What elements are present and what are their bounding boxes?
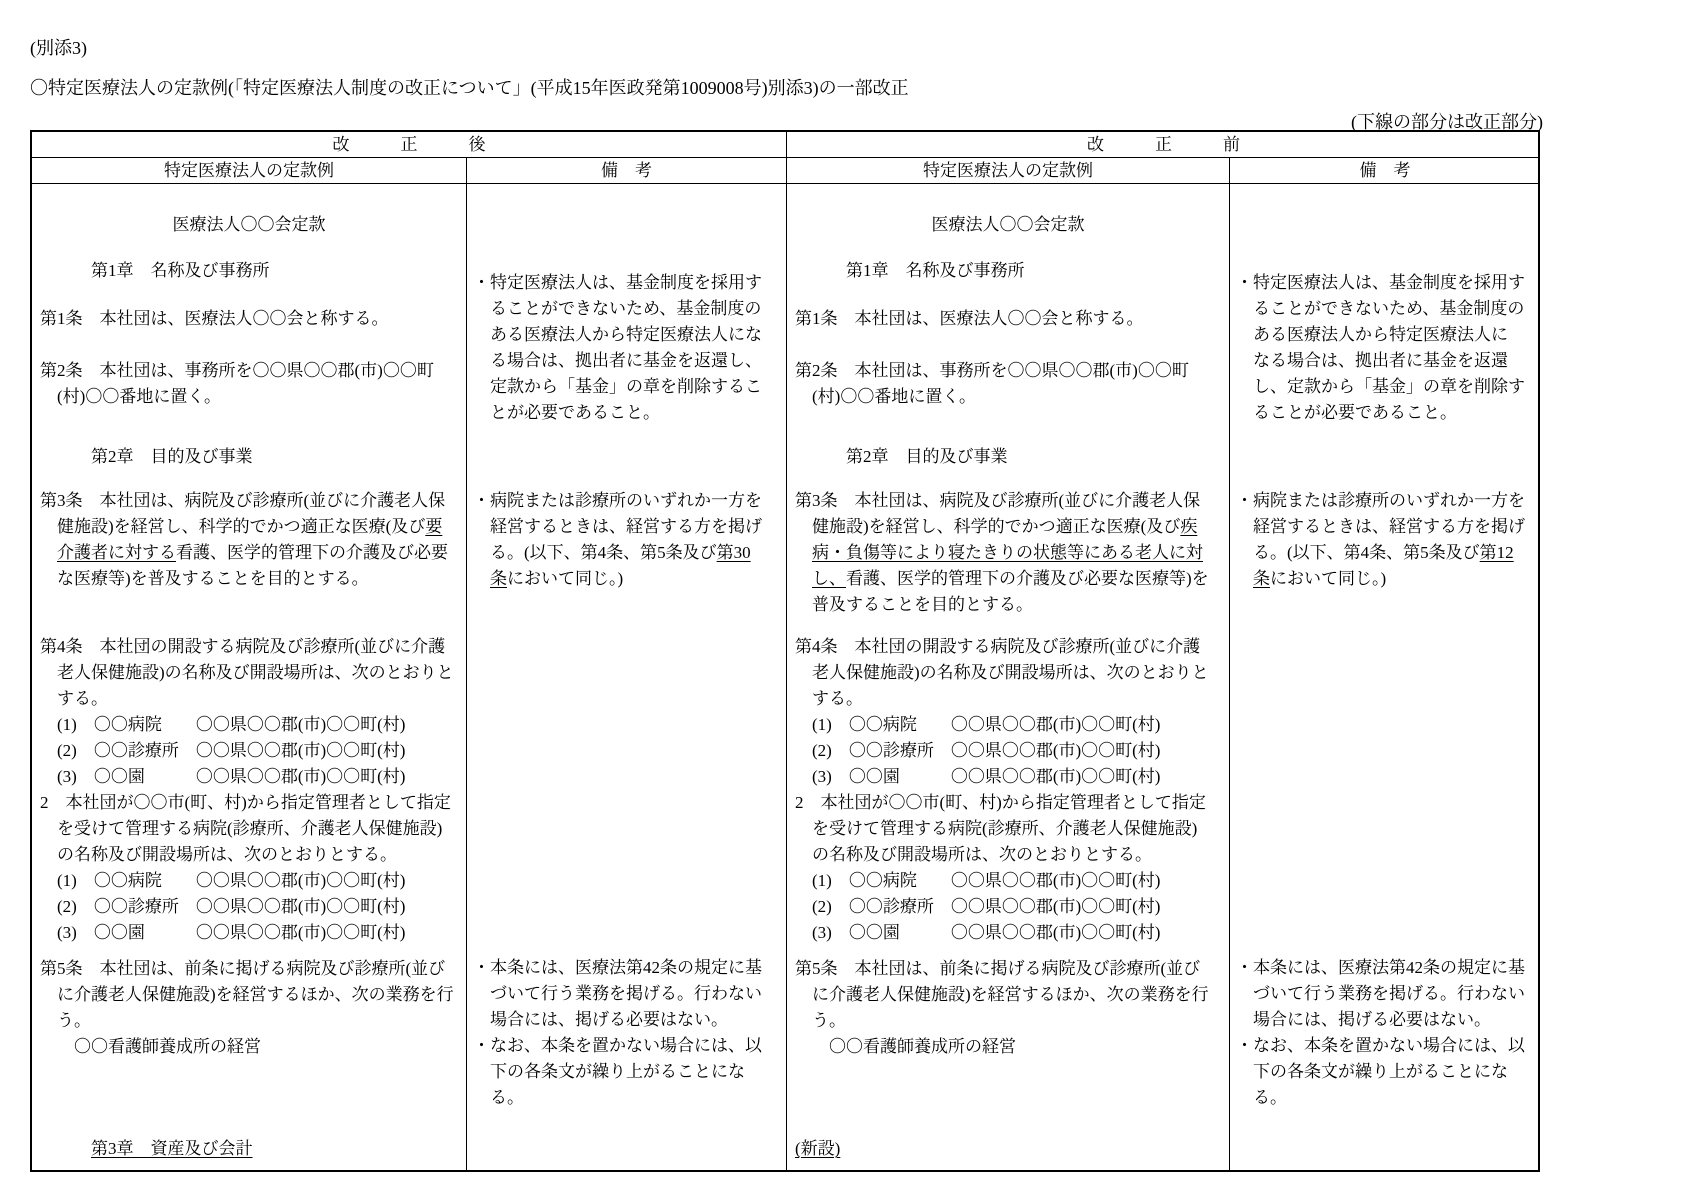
text-segment: ・特定医療法人は、基金制度を採用す [473, 273, 762, 292]
text-line [40, 738, 464, 764]
revised-underlined-text: し、 [812, 569, 846, 588]
text-segment: に介護老人保健施設)を経営するほか、次の業務を行 [812, 985, 1209, 1004]
before-articles-cell [787, 184, 1230, 1170]
text-segment: (2) 〇〇診療所 〇〇県〇〇郡(市)〇〇町(村) [57, 741, 406, 760]
text-segment: の名称及び開設場所は、次のとおりとする。 [812, 845, 1152, 864]
text-line [795, 660, 1227, 686]
text-line [473, 322, 784, 348]
text-segment: る。 [490, 1088, 524, 1107]
text-segment: ・病院または診療所のいずれか一方を [1236, 491, 1525, 510]
text-line [795, 540, 1227, 566]
text-line [795, 444, 1227, 470]
paragraph [473, 955, 784, 1111]
text-segment: 医療法人〇〇会定款 [931, 215, 1085, 234]
text-segment: 〇〇看護師養成所の経営 [829, 1037, 1016, 1056]
text-line [40, 1034, 464, 1060]
comparison-table [30, 130, 1540, 1172]
text-segment: 看護、医学的管理下の介護及び必要 [176, 543, 448, 562]
text-line [473, 1059, 784, 1085]
text-segment: ・本条には、医療法第42条の規定に基 [1236, 958, 1525, 977]
text-line [795, 1136, 1227, 1162]
text-segment: ・なお、本条を置かない場合には、以 [1236, 1036, 1525, 1055]
text-segment: なる場合は、拠出者に基金を返還 [1253, 351, 1508, 370]
text-line [40, 660, 464, 686]
paragraph [40, 258, 464, 284]
text-segment: 第1章 名称及び事務所 [846, 261, 1025, 280]
text-line [795, 514, 1227, 540]
paragraph [787, 212, 1229, 238]
text-segment: づいて行う業務を掲げる。行わない [1253, 984, 1525, 1003]
revised-underlined-text: 病・負傷等により寝たきりの状態等にある老人に対 [812, 543, 1203, 562]
after-revision-header: 改 正 後 [32, 132, 787, 158]
text-line [795, 868, 1227, 894]
paragraph [40, 956, 464, 1060]
paragraph [795, 488, 1227, 618]
text-segment: (3) 〇〇園 〇〇県〇〇郡(市)〇〇町(村) [812, 923, 1161, 942]
text-segment: 第2章 目的及び事業 [846, 447, 1008, 466]
text-segment: ある医療法人から特定医療法人に [1253, 325, 1508, 344]
text-segment: る場合は、拠出者に基金を返還し、 [490, 351, 762, 370]
underline-legend: (下線の部分は改正部分) [1351, 112, 1543, 132]
text-segment: 第5条 本社団は、前条に掲げる病院及び診療所(並び [40, 959, 446, 978]
text-line [795, 1034, 1227, 1060]
text-line [1236, 981, 1538, 1007]
text-line [40, 868, 464, 894]
text-line [473, 488, 784, 514]
text-segment: 定款から「基金」の章を削除するこ [490, 377, 762, 396]
text-segment: において同じ。) [507, 569, 624, 588]
text-segment: 下の各条文が繰り上がることにな [1253, 1062, 1508, 1081]
text-line [1236, 540, 1538, 566]
text-line [473, 1033, 784, 1059]
text-line [795, 306, 1227, 332]
text-line [40, 358, 464, 384]
text-segment: る。(以下、第4条、第5条及び [490, 543, 717, 562]
text-segment: 健施設)を経営し、科学的でかつ適正な医療(及び [57, 517, 426, 536]
text-line [1236, 374, 1538, 400]
text-line [473, 981, 784, 1007]
paragraph [40, 488, 464, 592]
text-segment: 場合には、掲げる必要はない。 [1253, 1010, 1491, 1029]
text-line [795, 842, 1227, 868]
text-segment: ・なお、本条を置かない場合には、以 [473, 1036, 762, 1055]
text-segment: (1) 〇〇病院 〇〇県〇〇郡(市)〇〇町(村) [812, 871, 1161, 890]
after-articles-column-header: 特定医療法人の定款例 [32, 158, 467, 184]
text-segment: 下の各条文が繰り上がることにな [490, 1062, 745, 1081]
text-line [473, 540, 784, 566]
text-line [1236, 348, 1538, 374]
text-line [40, 712, 464, 738]
paragraph [40, 306, 464, 332]
text-segment: 2 本社団が〇〇市(町、村)から指定管理者として指定 [40, 793, 451, 812]
paragraph [1236, 955, 1538, 1111]
paragraph [1236, 270, 1538, 426]
revised-underlined-text: 第30 [716, 543, 751, 562]
paragraph [795, 956, 1227, 1060]
text-segment: 医療法人〇〇会定款 [172, 215, 326, 234]
text-segment: る。(以下、第4条、第5条及び [1253, 543, 1480, 562]
text-line [1236, 514, 1538, 540]
revised-underlined-text: (新設) [795, 1139, 841, 1158]
revised-underlined-text: 第12 [1479, 543, 1514, 562]
text-segment: 第1章 名称及び事務所 [91, 261, 270, 280]
text-line [795, 712, 1227, 738]
text-line [40, 686, 464, 712]
text-segment: ることができないため、基金制度の [1253, 299, 1525, 318]
revised-underlined-text: 介護者に対する [57, 543, 176, 562]
text-line [1236, 566, 1538, 592]
text-line [40, 956, 464, 982]
text-segment: う。 [812, 1011, 846, 1030]
text-line [1236, 1059, 1538, 1085]
text-line [1236, 955, 1538, 981]
text-segment: において同じ。) [1270, 569, 1387, 588]
paragraph [795, 634, 1227, 946]
text-segment: う。 [57, 1011, 91, 1030]
text-line [32, 212, 466, 238]
text-line [40, 540, 464, 566]
text-line [473, 1085, 784, 1111]
paragraph [40, 444, 464, 470]
text-line [40, 444, 464, 470]
text-line [795, 982, 1227, 1008]
text-line [473, 1007, 784, 1033]
text-line [1236, 1033, 1538, 1059]
text-segment: (3) 〇〇園 〇〇県〇〇郡(市)〇〇町(村) [57, 923, 406, 942]
text-segment: を受けて管理する病院(診療所、介護老人保健施設) [57, 819, 443, 838]
text-segment: (3) 〇〇園 〇〇県〇〇郡(市)〇〇町(村) [812, 767, 1161, 786]
text-segment: (3) 〇〇園 〇〇県〇〇郡(市)〇〇町(村) [57, 767, 406, 786]
text-segment: 第2章 目的及び事業 [91, 447, 253, 466]
revised-underlined-text: 要 [425, 517, 443, 536]
text-segment: ・特定医療法人は、基金制度を採用す [1236, 273, 1525, 292]
text-segment: 場合には、掲げる必要はない。 [490, 1010, 728, 1029]
text-line [473, 400, 784, 426]
text-line [795, 920, 1227, 946]
text-segment: する。 [57, 689, 108, 708]
text-line [473, 514, 784, 540]
text-line [40, 488, 464, 514]
after-remarks-cell [467, 184, 787, 1170]
text-segment: 老人保健施設)の名称及び開設場所は、次のとおりと [812, 663, 1209, 682]
text-segment: 看護、医学的管理下の介護及び必要な医療等)を [846, 569, 1209, 588]
text-segment: を受けて管理する病院(診療所、介護老人保健施設) [812, 819, 1198, 838]
paragraph [795, 306, 1227, 332]
text-line [1236, 270, 1538, 296]
text-segment: (2) 〇〇診療所 〇〇県〇〇郡(市)〇〇町(村) [57, 897, 406, 916]
text-line [795, 592, 1227, 618]
paragraph [1236, 488, 1538, 592]
text-segment: 2 本社団が〇〇市(町、村)から指定管理者として指定 [795, 793, 1206, 812]
before-revision-header: 改 正 前 [787, 132, 1540, 158]
text-line [40, 790, 464, 816]
revised-underlined-text: 疾 [1180, 517, 1198, 536]
text-line [473, 296, 784, 322]
text-segment: とが必要であること。 [490, 403, 660, 422]
text-segment: 健施設)を経営し、科学的でかつ適正な医療(及び [812, 517, 1181, 536]
paragraph [40, 634, 464, 946]
before-articles-column-header: 特定医療法人の定款例 [787, 158, 1230, 184]
text-segment: 第4条 本社団の開設する病院及び診療所(並びに介護 [795, 637, 1201, 656]
text-segment: 老人保健施設)の名称及び開設場所は、次のとおりと [57, 663, 454, 682]
after-articles-cell [32, 184, 467, 1170]
paragraph [473, 270, 784, 426]
text-line [40, 764, 464, 790]
text-segment: 第1条 本社団は、医療法人〇〇会と称する。 [40, 309, 389, 328]
text-segment: ることが必要であること。 [1253, 403, 1457, 422]
paragraph [40, 1136, 464, 1162]
text-segment: (2) 〇〇診療所 〇〇県〇〇郡(市)〇〇町(村) [812, 741, 1161, 760]
text-segment: (1) 〇〇病院 〇〇県〇〇郡(市)〇〇町(村) [57, 715, 406, 734]
text-segment: づいて行う業務を掲げる。行わない [490, 984, 762, 1003]
text-segment: 第1条 本社団は、医療法人〇〇会と称する。 [795, 309, 1144, 328]
text-segment: (1) 〇〇病院 〇〇県〇〇郡(市)〇〇町(村) [812, 715, 1161, 734]
paragraph [795, 258, 1227, 284]
text-segment: ある医療法人から特定医療法人にな [490, 325, 762, 344]
revised-underlined-text: 第3章 資産及び会計 [91, 1139, 253, 1158]
text-line [787, 212, 1229, 238]
text-line [795, 1008, 1227, 1034]
paragraph [32, 212, 466, 238]
paragraph [473, 488, 784, 592]
text-line [40, 1136, 464, 1162]
text-line [1236, 488, 1538, 514]
text-segment: 第3条 本社団は、病院及び診療所(並びに介護老人保 [795, 491, 1201, 510]
text-line [795, 488, 1227, 514]
text-segment: な医療等)を普及することを目的とする。 [57, 569, 369, 588]
text-line [1236, 296, 1538, 322]
text-segment: (1) 〇〇病院 〇〇県〇〇郡(市)〇〇町(村) [57, 871, 406, 890]
text-segment: (2) 〇〇診療所 〇〇県〇〇郡(市)〇〇町(村) [812, 897, 1161, 916]
text-line [473, 348, 784, 374]
text-line [795, 764, 1227, 790]
text-segment: 第2条 本社団は、事務所を〇〇県〇〇郡(市)〇〇町 [40, 361, 434, 380]
text-line [795, 384, 1227, 410]
text-line [795, 358, 1227, 384]
attachment-label: (別添3) [30, 38, 87, 58]
paragraph [795, 1136, 1227, 1162]
text-line [473, 566, 784, 592]
text-line [40, 306, 464, 332]
text-segment: 普及することを目的とする。 [812, 595, 1033, 614]
text-segment: 経営するときは、経営する方を掲げ [1253, 517, 1525, 536]
text-line [40, 894, 464, 920]
after-remarks-column-header: 備 考 [467, 158, 787, 184]
text-line [473, 270, 784, 296]
text-line [40, 816, 464, 842]
before-remarks-column-header: 備 考 [1230, 158, 1540, 184]
text-line [795, 258, 1227, 284]
text-line [795, 816, 1227, 842]
text-line [795, 634, 1227, 660]
text-segment: 第5条 本社団は、前条に掲げる病院及び診療所(並び [795, 959, 1201, 978]
text-segment: 経営するときは、経営する方を掲げ [490, 517, 762, 536]
text-line [40, 514, 464, 540]
text-line [795, 738, 1227, 764]
text-line [40, 634, 464, 660]
text-line [795, 956, 1227, 982]
text-line [795, 566, 1227, 592]
paragraph [40, 358, 464, 410]
text-line [40, 1008, 464, 1034]
text-segment: する。 [812, 689, 863, 708]
text-segment: ・病院または診療所のいずれか一方を [473, 491, 762, 510]
text-line [473, 955, 784, 981]
paragraph [795, 358, 1227, 410]
text-segment: る。 [1253, 1088, 1287, 1107]
text-segment: 第2条 本社団は、事務所を〇〇県〇〇郡(市)〇〇町 [795, 361, 1189, 380]
text-line [795, 686, 1227, 712]
text-segment: (村)〇〇番地に置く。 [57, 387, 221, 406]
text-line [473, 374, 784, 400]
text-line [40, 982, 464, 1008]
text-line [40, 842, 464, 868]
text-line [1236, 400, 1538, 426]
text-segment: に介護老人保健施設)を経営するほか、次の業務を行 [57, 985, 454, 1004]
text-line [40, 920, 464, 946]
text-line [40, 258, 464, 284]
text-line [795, 894, 1227, 920]
text-segment: 〇〇看護師養成所の経営 [74, 1037, 261, 1056]
text-segment: 第4条 本社団の開設する病院及び診療所(並びに介護 [40, 637, 446, 656]
before-remarks-cell [1230, 184, 1540, 1170]
text-segment: し、定款から「基金」の章を削除す [1253, 377, 1525, 396]
text-segment: ることができないため、基金制度の [490, 299, 762, 318]
revised-underlined-text: 条 [490, 569, 507, 588]
text-line [1236, 322, 1538, 348]
paragraph [795, 444, 1227, 470]
text-segment: 第3条 本社団は、病院及び診療所(並びに介護老人保 [40, 491, 446, 510]
page-title: 〇特定医療法人の定款例(「特定医療法人制度の改正について」(平成15年医政発第1009008号)別添3)の一部改正 [30, 78, 909, 98]
text-segment: (村)〇〇番地に置く。 [812, 387, 976, 406]
text-line [40, 384, 464, 410]
revised-underlined-text: 条 [1253, 569, 1270, 588]
text-line [1236, 1007, 1538, 1033]
text-line [1236, 1085, 1538, 1111]
text-line [795, 790, 1227, 816]
text-segment: ・本条には、医療法第42条の規定に基 [473, 958, 762, 977]
text-line [40, 566, 464, 592]
text-segment: の名称及び開設場所は、次のとおりとする。 [57, 845, 397, 864]
